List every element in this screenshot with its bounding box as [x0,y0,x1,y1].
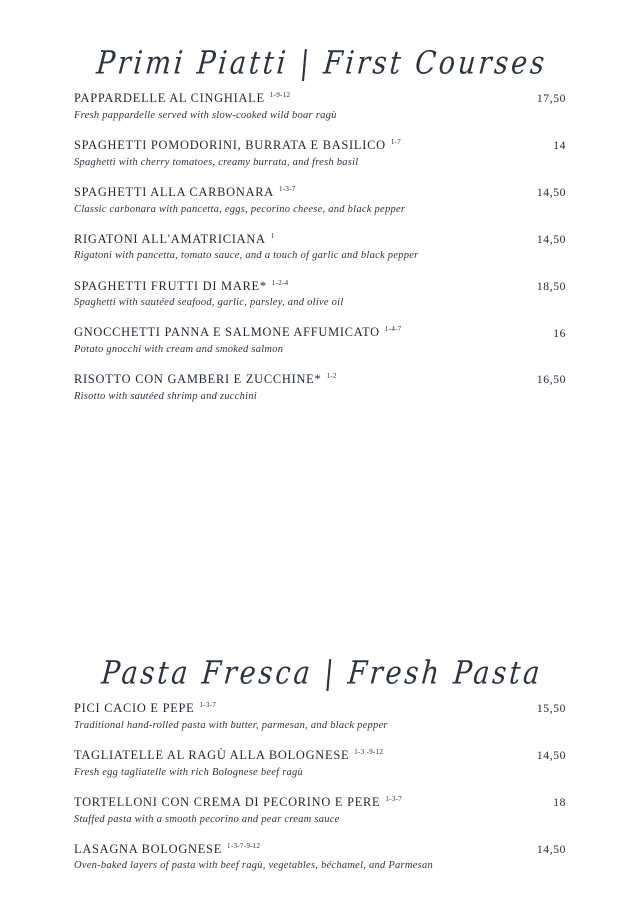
menu-item-row [74,749,566,763]
menu-item-description: Spaghetti with sautéed seafood, garlic, parsley, and olive oil [74,297,344,309]
menu-item-name [74,326,402,340]
allergen-codes: 1-2-4 [271,278,289,287]
menu-item-row [74,92,566,106]
menu-item-price: 18 [553,795,566,809]
menu-item-price: 14,50 [536,842,566,856]
menu-item [74,92,566,122]
menu-item-name [74,749,383,763]
menu-item-price: 17,50 [536,92,566,106]
menu-item-title: TORTELLONI CON CREMA DI PECORINO E PERE [74,794,381,809]
menu-item [74,280,566,310]
menu-item-description: Traditional hand-rolled pasta with butter, parmesan, and black pepper [74,719,388,731]
menu-item-name [74,280,288,294]
menu-item-description: Risotto with sautéed shrimp and zucchini [74,391,257,403]
section-title-wrap [74,36,566,82]
menu-item-title: SPAGHETTI POMODORINI, BURRATA E BASILICO [74,138,386,153]
allergen-codes: 1 [270,231,275,240]
menu-item-row [74,702,566,716]
menu-item-title: TAGLIATELLE AL RAGÙ ALLA BOLOGNESE [74,748,350,763]
menu-item [74,702,566,732]
menu-item-price: 16 [553,326,566,340]
menu-item-description: Fresh pappardelle served with slow-cooked wild boar ragù [74,109,337,121]
allergen-codes: 1-7 [390,137,402,146]
menu-item [74,186,566,216]
allergen-codes: 1-3-7 [199,701,217,709]
menu-item-title: PAPPARDELLE AL CINGHIALE [74,91,265,106]
menu-item-row [74,233,566,247]
menu-item-row [74,373,566,387]
section-fresh-pasta [74,646,566,873]
menu-item-row [74,280,566,294]
section-title-fresh-pasta: Pasta Fresca | Fresh Pasta [99,655,544,692]
allergen-codes: 1-3 -9-12 [354,747,384,756]
menu-item-price: 14,50 [536,185,566,199]
menu-item [74,749,566,779]
menu-item [74,139,566,169]
menu-item-price: 18,50 [536,279,566,293]
menu-item-row [74,843,566,857]
menu-item-title: GNOCCHETTI PANNA E SALMONE AFFUMICATO [74,325,380,340]
menu-item-description: Oven-baked layers of pasta with beef ragù, vegetables, béchamel, and Parmesan [74,860,433,872]
menu-item-title: RISOTTO CON GAMBERI E ZUCCHINE* [74,372,322,387]
menu-item-description: Fresh egg tagliatelle with rich Bolognese beef ragù [74,766,304,778]
menu-item-name [74,796,402,810]
menu-item-description: Rigatoni with pancetta, tomato sauce, and a touch of garlic and black pepper [74,250,419,262]
menu-item [74,796,566,826]
menu-item-price: 14,50 [536,749,566,763]
section-title-wrap [74,646,566,692]
menu-item-name [74,186,296,200]
menu-item-list-first-courses [74,92,566,403]
menu-item-title: SPAGHETTI ALLA CARBONARA [74,184,274,199]
menu-item-price: 15,50 [536,702,566,716]
menu-item-row [74,186,566,200]
menu-item-title: PICI CACIO E PEPE [74,701,195,716]
menu-item-title: LASAGNA BOLOGNESE [74,841,223,856]
menu-item-description: Spaghetti with cherry tomatoes, creamy burrata, and fresh basil [74,156,359,168]
menu-item [74,373,566,403]
menu-item-name [74,373,337,387]
menu-item-title: SPAGHETTI FRUTTI DI MARE* [74,278,267,293]
allergen-codes: 1-3-7 [278,184,296,193]
allergen-codes: 1-3-7 [385,794,403,803]
menu-item-title: RIGATONI ALL'AMATRICIANA [74,231,266,246]
menu-item-price: 16,50 [536,373,566,387]
menu-item-name [74,139,401,153]
menu-item-name [74,233,275,247]
menu-item [74,326,566,356]
allergen-codes: 1-3-7-9-12 [227,841,261,850]
section-first-courses [74,36,566,403]
menu-item-description: Stuffed pasta with a smooth pecorino and pear cream sauce [74,813,340,825]
allergen-codes: 1-2 [326,372,337,381]
menu-item-price: 14 [553,139,566,153]
section-title-first-courses: Primi Piatti | First Courses [94,45,549,82]
menu-item [74,233,566,263]
menu-item-name [74,843,260,857]
menu-item-name [74,702,216,716]
menu-item-list-fresh-pasta [74,702,566,873]
menu-item-name [74,92,290,106]
menu-item-description: Potato gnocchi with cream and smoked salmon [74,344,284,356]
menu-item-row [74,326,566,340]
menu-item-price: 14,50 [536,232,566,246]
menu-item-row [74,796,566,810]
menu-item [74,843,566,873]
menu-item-description: Classic carbonara with pancetta, eggs, pecorino cheese, and black pepper [74,203,406,215]
allergen-codes: 1-4-7 [384,325,402,334]
menu-item-row [74,139,566,153]
allergen-codes: 1-9-12 [269,91,291,99]
